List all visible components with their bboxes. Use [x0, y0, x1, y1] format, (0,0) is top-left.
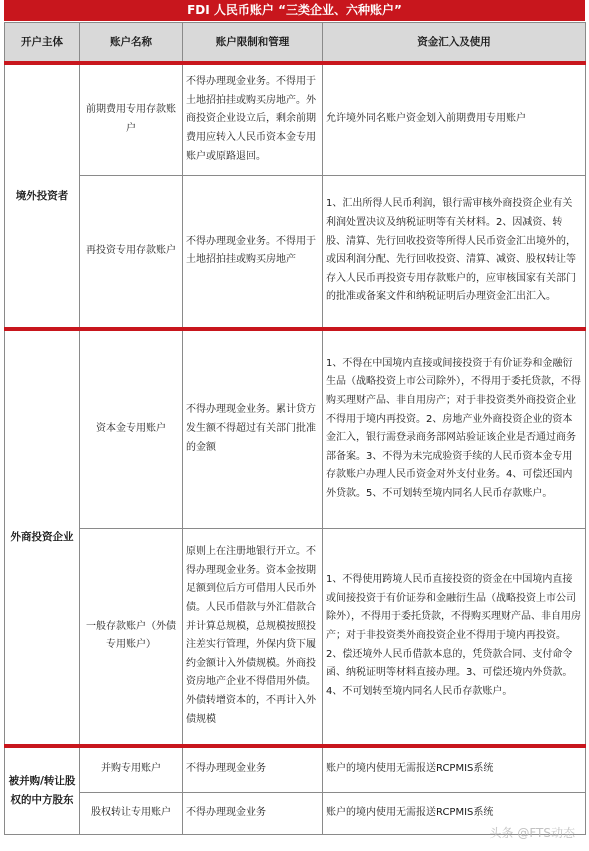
entity-foreign-investor: 境外投资者 — [5, 63, 80, 329]
table-row — [5, 528, 586, 746]
table-row — [5, 746, 586, 792]
header-account-name: 账户名称 — [80, 23, 183, 64]
account-usage-capital: 1、不得在中国境内直接或间接投资于有价证券和金融衍生品（战略投资上市公司除外），不得用于委托贷款，不得购买理财产品、非自用房产；对于非投资类外商投资企业不得用于境内再投资。2、房地产业外商投资企业的资本金汇入，银行需登录商务部网站验证该企业是否通过商务部备案。3、不得为未完成验资手续的人民币资本金专用存款账户办理人民币资金对外支付业务。4、可偿还国内外贷款。5、不可划转至境内同名人民币存款账户。 — [323, 329, 586, 528]
account-usage-merger: 账户的境内使用无需报送RCPMIS系统 — [323, 746, 586, 792]
account-limit-preliminary-expense: 不得办理现金业务。不得用于土地招拍挂或购买房地产。外商投资企业设立后，剩余前期费用应转入人民币资本金专用账户或原路退回。 — [183, 63, 323, 175]
watermark-text: 头条 @FTS动态 — [489, 826, 575, 840]
account-limit-general-deposit: 原则上在注册地银行开立。不得办理现金业务。资本金按期足额到位后方可借用人民币外债。人民币借款与外汇借款合并计算总规模，总规模按照投注差实行管理，外保内贷下履约金额计入外债规模。外商投资房地产企业不得借用外债。外债转增资本的，不再计入外债规模 — [183, 528, 323, 746]
account-usage-preliminary-expense: 允许境外同名账户资金划入前期费用专用账户 — [323, 63, 586, 175]
account-name-reinvestment: 再投资专用存款账户 — [80, 175, 183, 329]
table-row — [5, 329, 586, 528]
header-fund-usage: 资金汇入及使用 — [323, 23, 586, 64]
table-title: FDI 人民币账户 “三类企业、六种账户” — [4, 0, 585, 21]
table-row — [5, 63, 586, 175]
header-account-limit: 账户限制和管理 — [183, 23, 323, 64]
account-name-general-deposit: 一般存款账户（外债专用账户） — [80, 528, 183, 746]
header-entity: 开户主体 — [5, 23, 80, 64]
account-usage-equity-transfer: 账户的境内使用无需报送RCPMIS系统 — [323, 792, 586, 834]
account-usage-general-deposit: 1、不得使用跨境人民币直接投资的资金在中国境内直接或间接投资于有价证券和金融衍生品（战略投资上市公司除外），不得用于委托贷款，不得购买理财产品、非自用房产；对于非投资类外商投资企业不得用于境内再投资。2、偿还境外人民币借款本息的，凭贷款合同、支付命令函、纳税证明等材料直接办理。3、可偿还境内外贷款。4、不可划转至境内同名人民币存款账户。 — [323, 528, 586, 746]
account-limit-merger: 不得办理现金业务 — [183, 746, 323, 792]
header-row — [5, 23, 586, 64]
entity-fie: 外商投资企业 — [5, 329, 80, 746]
account-name-preliminary-expense: 前期费用专用存款账户 — [80, 63, 183, 175]
account-name-capital: 资本金专用账户 — [80, 329, 183, 528]
account-name-equity-transfer: 股权转让专用账户 — [80, 792, 183, 834]
account-limit-capital: 不得办理现金业务。累计贷方发生额不得超过有关部门批准的金额 — [183, 329, 323, 528]
account-name-merger: 并购专用账户 — [80, 746, 183, 792]
entity-chinese-shareholder: 被并购/转让股权的中方股东 — [5, 746, 80, 834]
account-limit-equity-transfer: 不得办理现金业务 — [183, 792, 323, 834]
fdi-account-table — [4, 22, 586, 835]
account-usage-reinvestment: 1、汇出所得人民币利润，银行需审核外商投资企业有关利润处置决议及纳税证明等有关材料。2、因减资、转股、清算、先行回收投资等所得人民币资金汇出境外的，或因利润分配、先行回收投资、清算、减资、股权转让等存入人民币再投资专用存款账户的，应审核国家有关部门的批准或备案文件和纳税证明后办理资金汇出汇入。 — [323, 175, 586, 329]
table-row — [5, 175, 586, 329]
account-limit-reinvestment: 不得办理现金业务。不得用于土地招拍挂或购买房地产 — [183, 175, 323, 329]
